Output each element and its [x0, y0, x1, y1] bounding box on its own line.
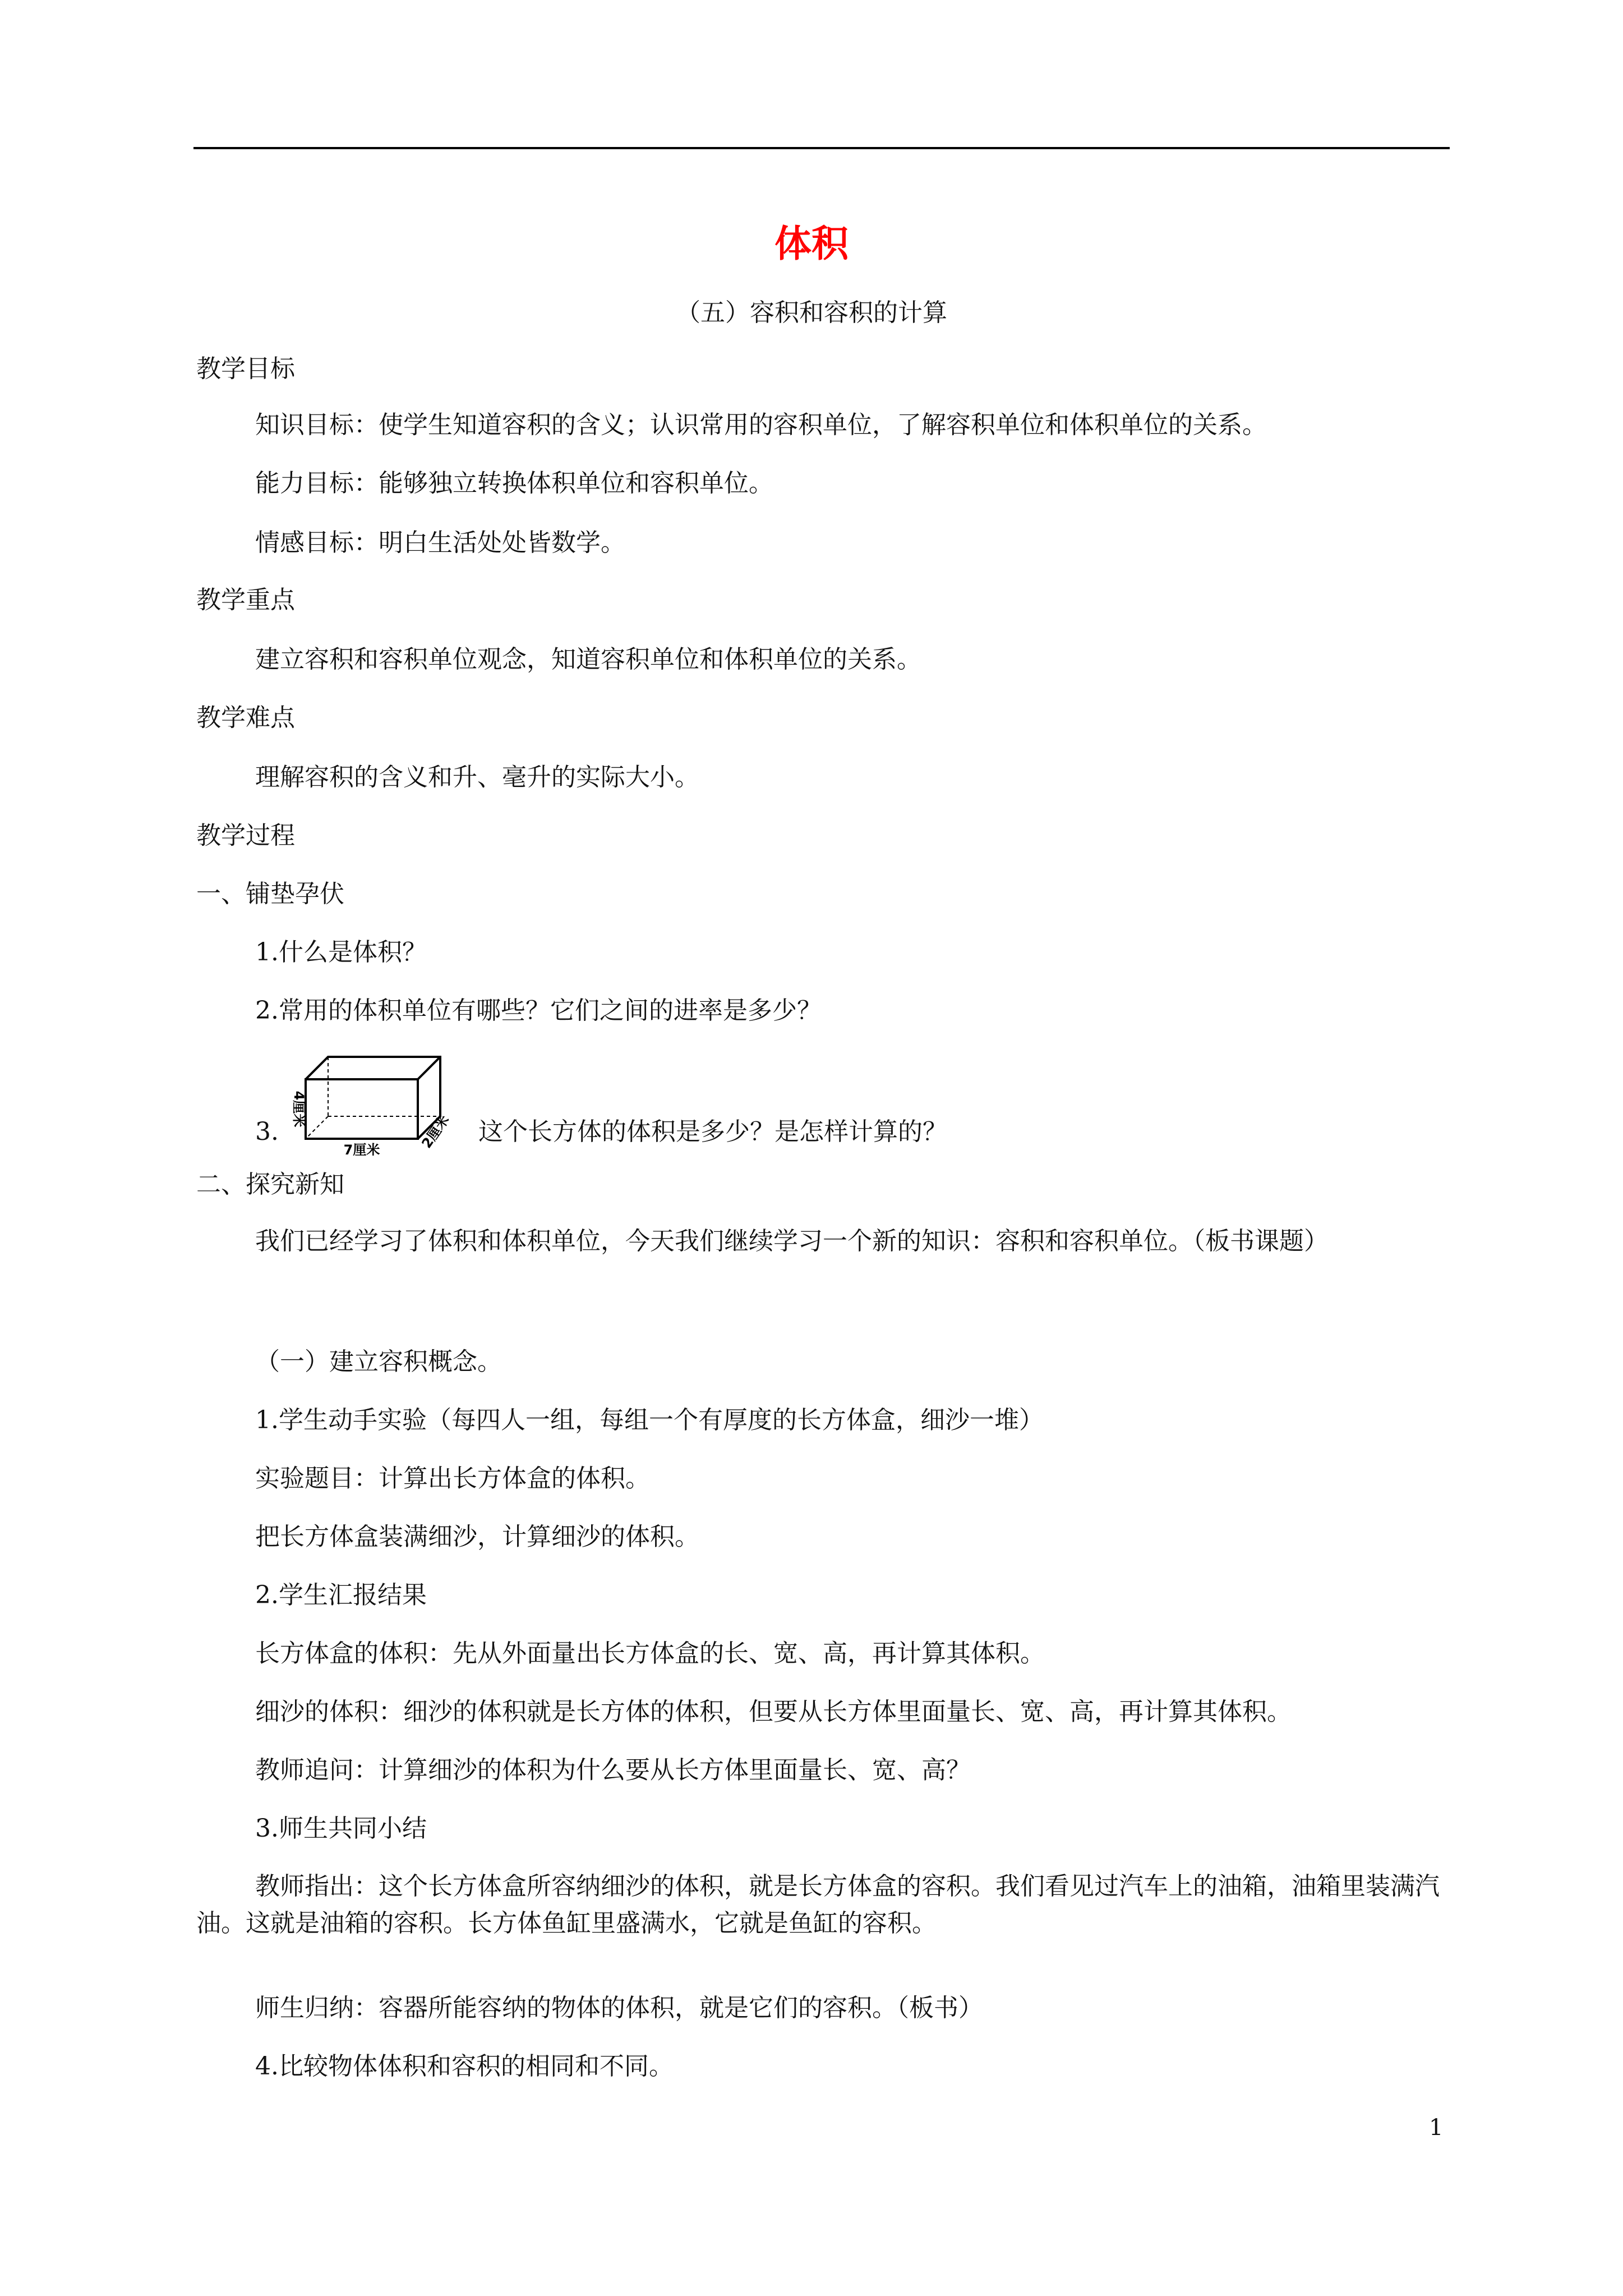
box-volume: 长方体盒的体积：先从外面量出长方体盒的长、宽、高，再计算其体积。 [255, 1639, 1045, 1668]
question-1: 1.什么是体积？ [255, 938, 427, 967]
key-points-text: 建立容积和容积单位观念，知道容积单位和体积单位的关系。 [255, 645, 921, 674]
step-2: 2.学生汇报结果 [255, 1581, 427, 1609]
question-3-number: 3. [255, 1117, 279, 1146]
sand-volume: 细沙的体积：细沙的体积就是长方体的体积，但要从长方体里面量长、宽、高，再计算其体积。 [255, 1697, 1292, 1726]
cuboid-figure [278, 1043, 457, 1156]
subsection-1-heading: （一）建立容积概念。 [255, 1347, 502, 1376]
intro-paragraph: 我们已经学习了体积和体积单位，今天我们继续学习一个新的知识：容积和容积单位。（板书课题） [255, 1227, 1329, 1255]
difficulties-heading: 教学难点 [196, 703, 295, 732]
key-points-heading: 教学重点 [196, 586, 295, 614]
objective-emotion: 情感目标：明白生活处处皆数学。 [255, 528, 625, 557]
question-3-row [255, 1043, 1377, 1156]
step-3: 3.师生共同小结 [255, 1814, 427, 1843]
objective-ability: 能力目标：能够独立转换体积单位和容积单位。 [255, 469, 773, 498]
header-rule [193, 147, 1450, 149]
process-heading: 教学过程 [196, 821, 295, 850]
difficulties-text: 理解容积的含义和升、毫升的实际大小。 [255, 763, 699, 792]
height-label: 4厘米 [291, 1091, 307, 1128]
step-1: 1.学生动手实验（每四人一组，每组一个有厚度的长方体盒，细沙一堆） [255, 1406, 1044, 1434]
page-subtitle: （五）容积和容积的计算 [676, 298, 947, 327]
part2-heading: 二、探究新知 [196, 1170, 344, 1199]
experiment-title: 实验题目：计算出长方体盒的体积。 [255, 1464, 650, 1493]
objectives-heading: 教学目标 [196, 355, 295, 383]
question-3-text: 这个长方体的体积是多少？是怎样计算的？ [478, 1117, 947, 1146]
page-title: 体积 [774, 222, 849, 265]
teacher-question: 教师追问：计算细沙的体积为什么要从长方体里面量长、宽、高？ [255, 1756, 971, 1784]
page-number: 1 [1429, 2115, 1444, 2141]
step-4: 4.比较物体体积和容积的相同和不同。 [255, 2052, 674, 2081]
part1-heading: 一、铺垫孕伏 [196, 880, 344, 908]
question-2: 2.常用的体积单位有哪些？它们之间的进率是多少？ [255, 996, 822, 1025]
length-label: 7厘米 [343, 1142, 380, 1156]
experiment-task: 把长方体盒装满细沙，计算细沙的体积。 [255, 1522, 699, 1551]
summary: 师生归纳：容器所能容纳的物体的体积，就是它们的容积。（板书） [255, 1994, 983, 2022]
teacher-point: 教师指出：这个长方体盒所容纳细沙的体积，就是长方体盒的容积。我们看见过汽车上的油箱，油箱里装满汽油。这就是油箱的容积。长方体鱼缸里盛满水，它就是鱼缸的容积。 [196, 1872, 1440, 1938]
width-label: 2厘米 [418, 1112, 453, 1151]
objective-knowledge: 知识目标：使学生知道容积的含义；认识常用的容积单位，了解容积单位和体积单位的关系。 [255, 411, 1267, 439]
